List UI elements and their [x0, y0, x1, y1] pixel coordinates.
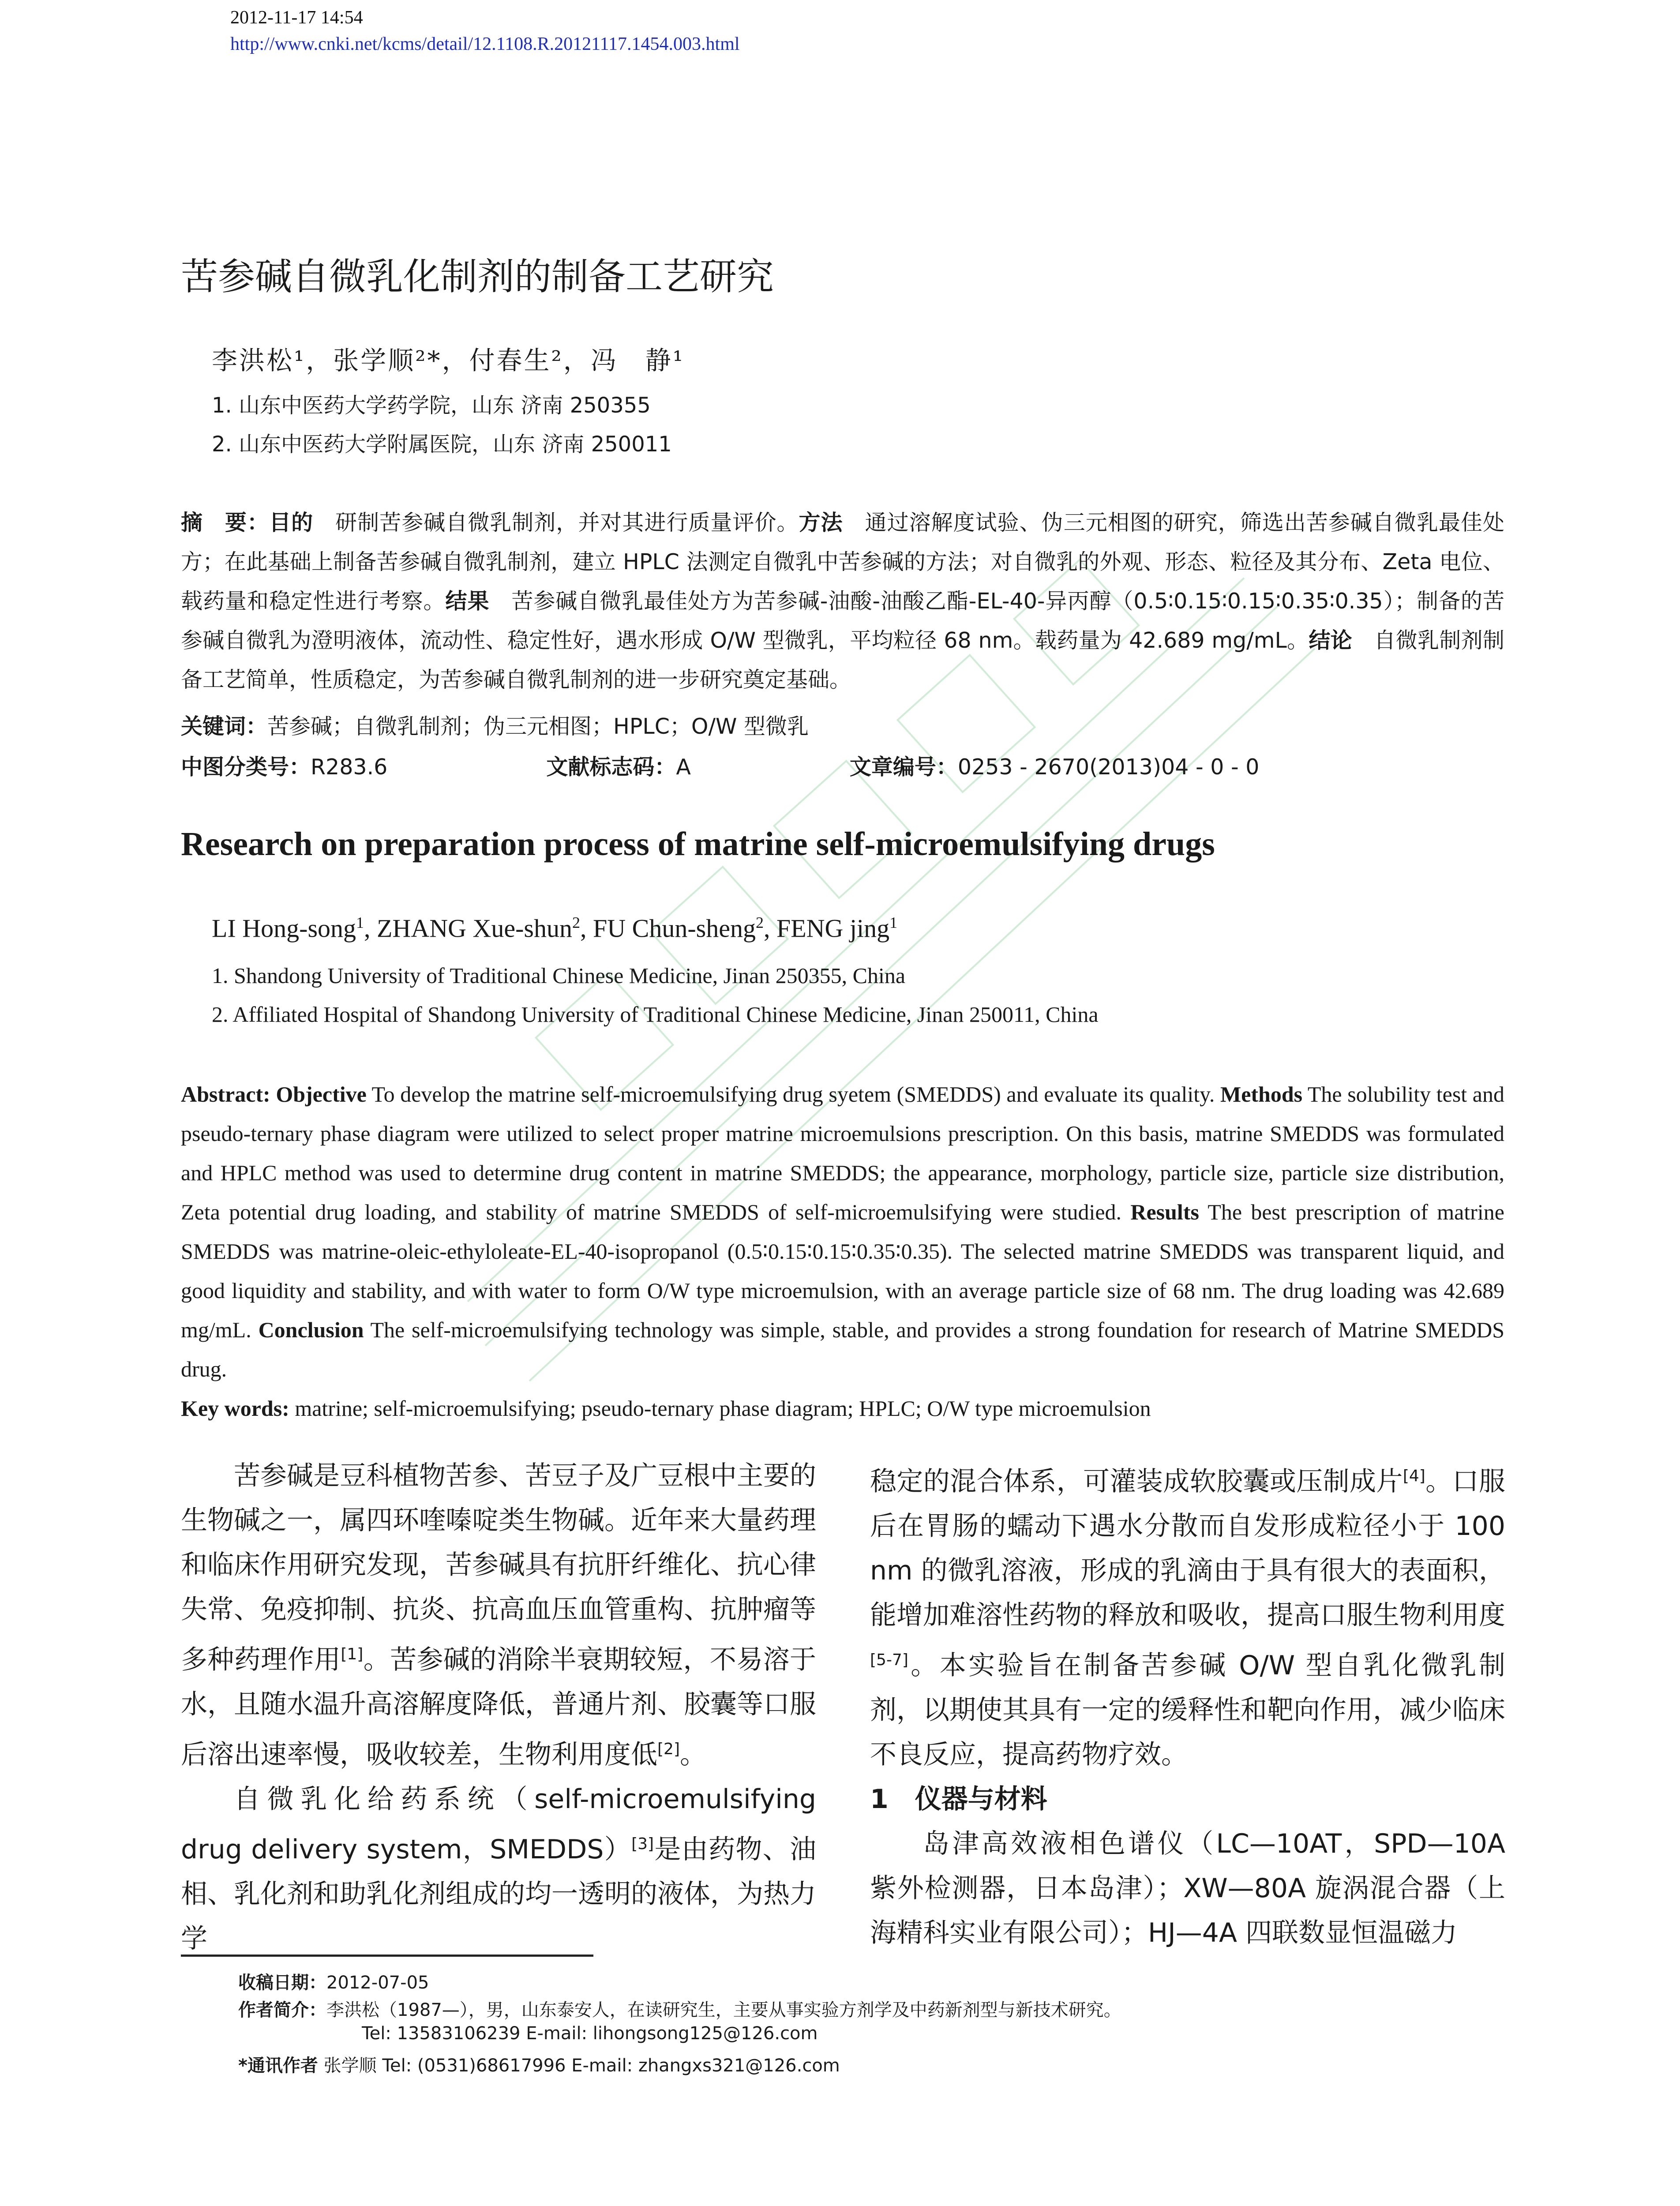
doc-code-value: A — [676, 754, 691, 780]
en-objective-text: To develop the matrine self-microemulsifying drug syetem (SMEDDS) and evaluate its quality. — [366, 1082, 1221, 1107]
received-date-note — [238, 1969, 429, 1994]
keywords-text: 苦参碱；自微乳制剂；伪三元相图；HPLC；O/W 型微乳 — [267, 714, 809, 739]
objective-label: 目的 — [269, 510, 314, 535]
english-title: Research on preparation process of matrine self-microemulsifying drugs — [181, 825, 1215, 863]
body-column-right — [870, 1454, 1505, 1955]
conclusion-text: 自微乳制剂制备工艺简单，性质稳定，为苦参碱自微乳制剂的进一步研究奠定基础。 — [181, 628, 1504, 692]
keywords-label: 关键词： — [181, 714, 268, 739]
author-2-affil: 2 — [572, 914, 581, 931]
chinese-affiliation-1: 1. 山东中医药大学药学院，山东 济南 250355 — [212, 393, 651, 418]
author-contact: Tel: 13583106239 E-mail: lihongsong125@126.com — [362, 2023, 818, 2044]
body-paragraph-1 — [181, 1454, 816, 1777]
chinese-abstract — [181, 503, 1504, 699]
paragraph-text: 。口服后在胃肠的蠕动下遇水分散而自发形成粒径小于 100 nm 的微乳溶液，形成的乳滴由于具有很大的表面积，能增加难溶性药物的释放和吸收，提高口服生物利用度 — [870, 1466, 1506, 1631]
citation: [3] — [631, 1835, 654, 1853]
body-paragraph-2 — [181, 1777, 816, 1961]
clc-label: 中图分类号： — [181, 754, 311, 780]
author-3-affil: 2 — [755, 914, 764, 931]
received-value: 2012-07-05 — [326, 1973, 429, 1993]
chinese-authors: 李洪松¹，张学顺²*，付春生²，冯 静¹ — [212, 345, 685, 375]
methods-text: 通过溶解度试验、伪三元相图的研究，筛选出苦参碱自微乳最佳处方；在此基础上制备苦参碱自微乳制剂，建立 HPLC 法测定自微乳中苦参碱的方法；对自微乳的外观、形态、粒径及其分布、Zeta 电位、载药量和稳定性进行考察。 — [181, 510, 1504, 614]
article-number-label: 文章编号： — [849, 754, 958, 780]
citation: [1] — [341, 1645, 364, 1663]
chinese-keywords — [181, 709, 809, 740]
en-keywords-text: matrine; self-microemulsifying; pseudo-ternary phase diagram; HPLC; O/W type microemulsion — [289, 1396, 1151, 1421]
bio-label: 作者简介： — [238, 2000, 326, 2020]
en-results-text: The best prescription of matrine SMEDDS was matrine-oleic-ethyloleate-EL-40-isopropanol (0.5∶0.15∶0.15∶0.35∶0.35). The selected matrine SMEDDS was transparent liquid, and good liquidity and stability, and with water to form O/W type microemulsion, with an average particle size of 68 nm. The drug loading was 42.689 mg/mL. — [181, 1200, 1504, 1342]
author-3: , FU Chun-sheng — [580, 914, 756, 943]
article-number-field — [850, 754, 1339, 780]
conclusion-label: 结论 — [1309, 628, 1353, 653]
paragraph-text: 苦参碱是豆科植物苦参、苦豆子及广豆根中主要的生物碱之一，属四环喹嗪啶类生物碱。近年来大量药理和临床作用研究发现，苦参碱具有抗肝纤维化、抗心律失常、免疫抑制、抗炎、抗高血压血管重构、抗肿瘤等多种药理作用 — [181, 1460, 816, 1675]
classification-line — [181, 750, 1418, 781]
chinese-title: 苦参碱自微乳化制剂的制备工艺研究 — [181, 255, 774, 298]
author-2: , ZHANG Xue-shun — [364, 914, 573, 943]
corresponding-author-note — [238, 2052, 840, 2077]
english-abstract — [181, 1075, 1504, 1428]
citation: [5-7] — [870, 1651, 908, 1669]
english-authors — [212, 913, 897, 943]
objective-text: 研制苦参碱自微乳制剂，并对其进行质量评价。 — [313, 510, 799, 535]
english-affiliation-1: 1. Shandong University of Traditional Chinese Medicine, Jinan 250355, China — [212, 963, 906, 988]
abstract-label: 摘 要： — [181, 510, 270, 535]
citation: [2] — [657, 1740, 680, 1758]
en-conclusion-label: Conclusion — [258, 1317, 364, 1342]
doc-code-label: 文献标志码： — [546, 754, 676, 780]
doc-code-field — [546, 754, 770, 780]
publish-date: 2012-11-17 14:54 — [230, 8, 363, 28]
paragraph-text: 自微乳化给药系统（self-microemulsifying drug delivery system，SMEDDS） — [181, 1784, 816, 1865]
author-bio-note — [238, 1996, 1121, 2021]
source-link[interactable]: http://www.cnki.net/kcms/detail/12.1108.R.20121117.1454.003.html — [230, 34, 740, 54]
section-heading-1: 1 仪器与材料 — [870, 1784, 1047, 1815]
en-abstract-label: Abstract: Objective — [181, 1082, 367, 1107]
en-methods-text: The solubility test and pseudo-ternary phase diagram were utilized to select proper matrine microemulsions prescription. On this basis, matrine SMEDDS was formulated and HPLC method was used to determine drug content in matrine SMEDDS; the appearance, morphology, particle size, particle size distribution, Zeta potential drug loading, and stability of matrine SMEDDS of self-microemulsifying were studied. — [181, 1082, 1504, 1224]
results-text: 苦参碱自微乳最佳处方为苦参碱-油酸-油酸乙酯-EL-40-异丙醇（0.5∶0.15∶0.15∶0.35∶0.35）；制备的苦参碱自微乳为澄明液体，流动性、稳定性好，遇水形成 O/W 型微乳，平均粒径 68 nm。载药量为 42.689 mg/mL。 — [181, 589, 1504, 653]
chinese-affiliation-2: 2. 山东中医药大学附属医院，山东 济南 250011 — [212, 432, 672, 457]
citation: [4] — [1402, 1467, 1425, 1485]
en-methods-label: Methods — [1220, 1082, 1303, 1107]
en-results-label: Results — [1130, 1200, 1199, 1224]
paragraph-text: 是由药物、油相、乳化剂和助乳化剂组成的均一透明的液体，为热力学 — [181, 1834, 816, 1954]
en-conclusion-text: The self-microemulsifying technology was simple, stable, and provides a strong foundation for research of Matrine SMEDDS drug. — [181, 1317, 1505, 1381]
clc-value: R283.6 — [311, 754, 388, 780]
footnote-divider — [181, 1955, 593, 1957]
paragraph-text: 。苦参碱的消除半衰期较短，不易溶于水，且随水温升高溶解度降低，普通片剂、胶囊等口服后溶出速率慢，吸收较差，生物利用度低 — [181, 1644, 817, 1770]
en-keywords-label: Key words: — [181, 1396, 289, 1421]
author-4: , FENG jing — [763, 914, 890, 943]
bio-text: 李洪松（1987—），男，山东泰安人，在读研究生，主要从事实验方剂学及中药新剂型与新技术研究。 — [326, 2000, 1121, 2020]
corresponding-text: 张学顺 Tel: (0531)68617996 E-mail: zhangxs321@126.com — [318, 2056, 840, 2076]
author-1-affil: 1 — [356, 914, 364, 931]
body-paragraph-3 — [870, 1454, 1505, 1777]
paragraph-text: 稳定的混合体系，可灌装成软胶囊或压制成片 — [870, 1466, 1403, 1497]
paragraph-text: 。本实验旨在制备苦参碱 O/W 型自乳化微乳制剂，以期使其具有一定的缓释性和靶向作用，减少临床不良反应，提高药物疗效。 — [870, 1650, 1505, 1770]
author-1: LI Hong-song — [212, 914, 356, 943]
results-label: 结果 — [445, 589, 490, 614]
author-4-affil: 1 — [889, 914, 898, 931]
english-affiliation-2: 2. Affiliated Hospital of Shandong University of Traditional Chinese Medicine, Jinan 250011, China — [212, 1002, 1099, 1027]
body-column-left — [181, 1454, 816, 1961]
received-label: 收稿日期： — [238, 1973, 326, 1993]
corresponding-label: *通讯作者 — [238, 2056, 318, 2076]
body-paragraph-4: 岛津高效液相色谱仪（LC—10AT，SPD—10A 紫外检测器，日本岛津）；XW—80A 旋涡混合器（上海精科实业有限公司）；HJ—4A 四联数显恒温磁力 — [870, 1828, 1505, 1948]
clc-field — [181, 754, 467, 780]
methods-label: 方法 — [799, 510, 843, 535]
article-number-value: 0253 - 2670(2013)04 - 0 - 0 — [957, 754, 1260, 780]
paragraph-text: 。 — [680, 1739, 706, 1770]
